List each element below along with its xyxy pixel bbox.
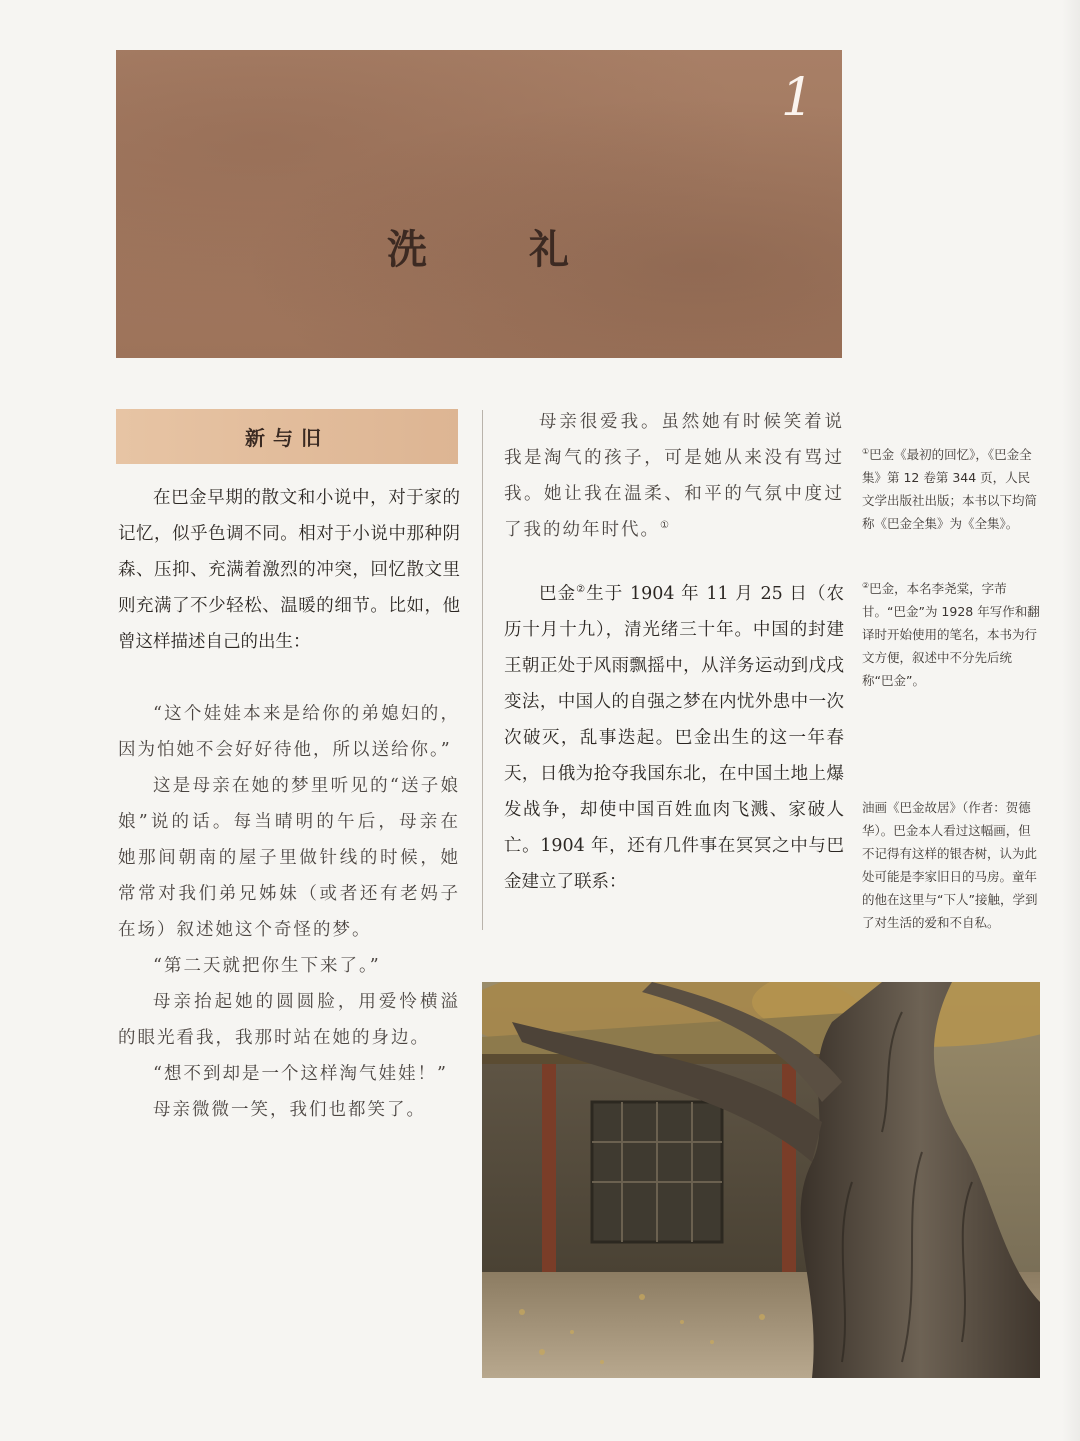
footnote-ref-2: ② [576,584,587,596]
middle-column [504,404,844,900]
body-paragraph [504,576,844,900]
footnote-2-mark: ② [862,580,870,590]
painting-caption-text: 油画《巴金故居》（作者：贺德华）。巴金本人看过这幅画，但不记得有这样的银杏树，认为此处可能是李家旧日的马房。童年的他在这里与“下人”接触，学到了对生活的爱和不自私。 [862,800,1038,930]
quote-paragraph-2: 这是母亲在她的梦里听见的“送子娘娘”说的话。每当晴明的午后，母亲在她那间朝南的屋子里做针线的时候，她常常对我们弟兄姊妹（或者还有老妈子在场）叙述她这个奇怪的梦。 [118,776,460,940]
column-divider [482,410,483,930]
chapter-title [116,218,842,275]
body-text: 生于 1904 年 11 月 25 日（农历十月十九），清光绪三十年。中国的封建王朝正处于风雨飘摇中，从洋务运动到戊戌变法，中国人的自强之梦在内忧外患中一次次破灭，乱事迭起。巴金出生的这一年春天，日俄为抢夺我国东北，在中国土地上爆发战争，却使中国百姓血肉飞溅、家破人亡。1904 年，还有几件事在冥冥之中与巴金建立了联系： [504,584,845,892]
footnote-2-text: 巴金，本名李尧棠，字芾甘。“巴金”为 1928 年写作和翻译时开始使用的笔名，本书为行文方便，叙述中不分先后统称“巴金”。 [862,581,1040,688]
quote-paragraph-1: “这个娃娃本来是给你的弟媳妇的，因为怕她不会好好待他，所以送给你。” [118,704,460,760]
painting-image [482,982,1040,1378]
footnote-1-text: 巴金《最初的回忆》，《巴金全集》第 12 卷第 344 页，人民文学出版社出版；本书以下均简称《巴金全集》为《全集》。 [862,447,1038,531]
quote-paragraph-6: 母亲微微一笑，我们也都笑了。 [153,1100,426,1120]
footnote-1 [862,443,1040,535]
intro-paragraph: 在巴金早期的散文和小说中，对于家的记忆，似乎色调不同。相对于小说中那种阴森、压抑、充满着激烈的冲突，回忆散文里则充满了不少轻松、温暖的细节。比如，他曾这样描述自己的出生： [118,488,460,652]
chapter-banner [116,50,842,358]
quote-continuation [504,404,844,548]
chapter-title-char-2: 礼 [529,226,571,273]
footnote-1-mark: ① [862,446,870,456]
footnote-ref-1: ① [660,520,671,532]
quote-paragraph-3: “第二天就把你生下来了。” [153,956,381,976]
chapter-title-char-1: 洗 [387,226,429,273]
painting-caption [862,796,1040,934]
section-label: 新与旧 [116,409,458,464]
quote-continuation-text: 母亲很爱我。虽然她有时候笑着说我是淘气的孩子，可是她从来没有骂过我。她让我在温柔、和平的气氛中度过了我的幼年时代。 [504,412,844,540]
left-column [118,480,460,1128]
body-name: 巴金 [539,584,577,604]
page-edge [1062,0,1080,1441]
footnote-2 [862,577,1040,692]
quote-paragraph-5: “想不到却是一个这样淘气娃娃！” [153,1064,448,1084]
quote-paragraph-4: 母亲抬起她的圆圆脸，用爱怜横溢的眼光看我，我那时站在她的身边。 [118,992,460,1048]
chapter-number: 1 [780,68,814,128]
